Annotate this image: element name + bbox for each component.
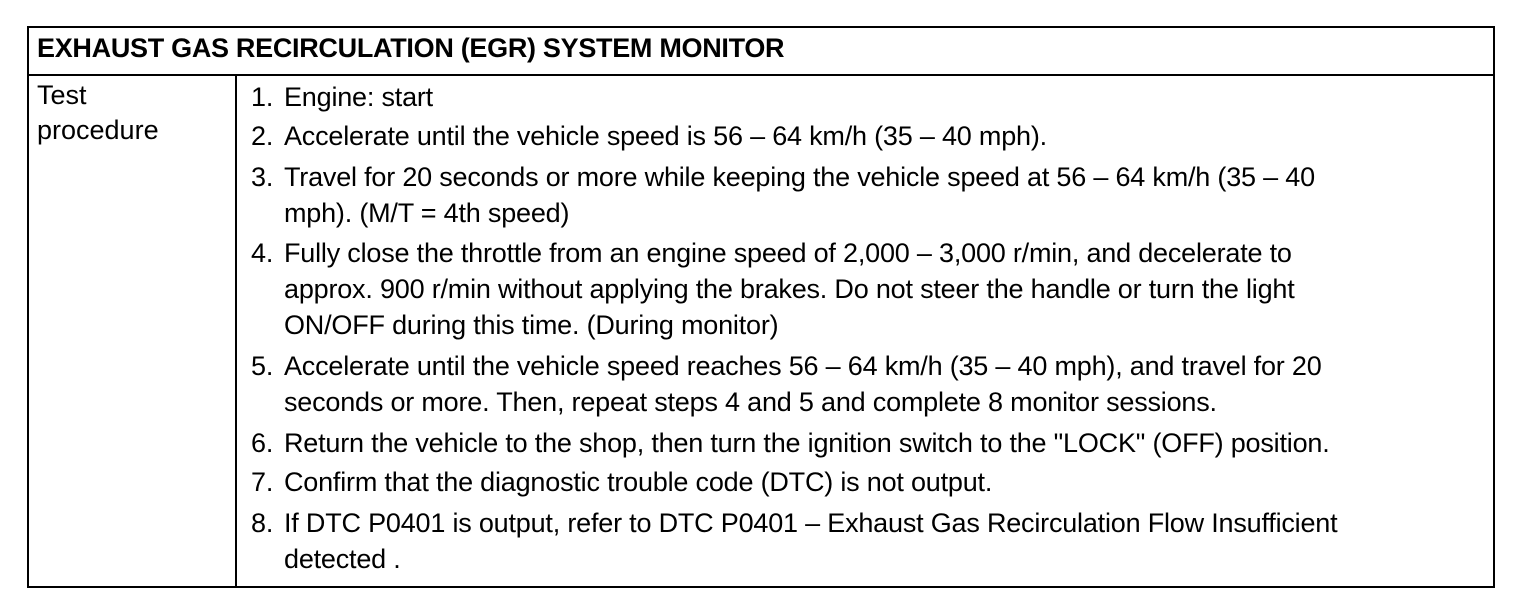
test-procedure-label-cell	[29, 76, 237, 586]
step-text: mph). (M/T = 4th speed)	[284, 198, 570, 228]
step-number: 3.	[251, 162, 274, 192]
step-text: Travel for 20 seconds or more while keeping the vehicle speed at 56 – 64 km/h (35 – 40	[284, 162, 1315, 192]
step-text: approx. 900 r/min without applying the brakes. Do not steer the handle or turn the light	[284, 274, 1295, 304]
egr-monitor-table	[27, 26, 1495, 588]
step-number: 1.	[251, 82, 274, 112]
step-number: 4.	[251, 238, 274, 268]
table-header	[29, 28, 1493, 76]
step-number: 6.	[251, 428, 274, 458]
step-text: Accelerate until the vehicle speed reaches 56 – 64 km/h (35 – 40 mph), and travel for 20	[284, 351, 1322, 381]
step-text: detected .	[284, 544, 401, 574]
step-1	[251, 79, 1487, 115]
step-number: 8.	[251, 508, 274, 538]
step-6	[251, 425, 1487, 461]
table-title: EXHAUST GAS RECIRCULATION (EGR) SYSTEM MONITOR	[37, 33, 785, 63]
step-text: Fully close the throttle from an engine speed of 2,000 – 3,000 r/min, and decelerate to	[284, 238, 1292, 268]
step-text: ON/OFF during this time. (During monitor)	[284, 310, 779, 340]
step-7	[251, 464, 1487, 500]
step-number: 7.	[251, 467, 274, 497]
step-4	[251, 235, 1487, 343]
step-number: 5.	[251, 351, 274, 381]
label-line-1: Test	[37, 80, 87, 110]
step-text: If DTC P0401 is output, refer to DTC P0401 – Exhaust Gas Recirculation Flow Insufficient	[284, 508, 1338, 538]
label-line-2: procedure	[37, 115, 159, 145]
step-text: Engine: start	[284, 82, 433, 112]
step-text: Accelerate until the vehicle speed is 56 – 64 km/h (35 – 40 mph).	[284, 121, 1047, 151]
step-5	[251, 348, 1487, 420]
step-8	[251, 505, 1487, 577]
step-text: Return the vehicle to the shop, then turn the ignition switch to the "LOCK" (OFF) position.	[284, 428, 1330, 458]
steps-cell	[237, 76, 1493, 586]
step-text: seconds or more. Then, repeat steps 4 and 5 and complete 8 monitor sessions.	[284, 387, 1217, 417]
step-2	[251, 118, 1487, 154]
step-text: Confirm that the diagnostic trouble code (DTC) is not output.	[284, 467, 993, 497]
step-number: 2.	[251, 121, 274, 151]
step-3	[251, 159, 1487, 231]
